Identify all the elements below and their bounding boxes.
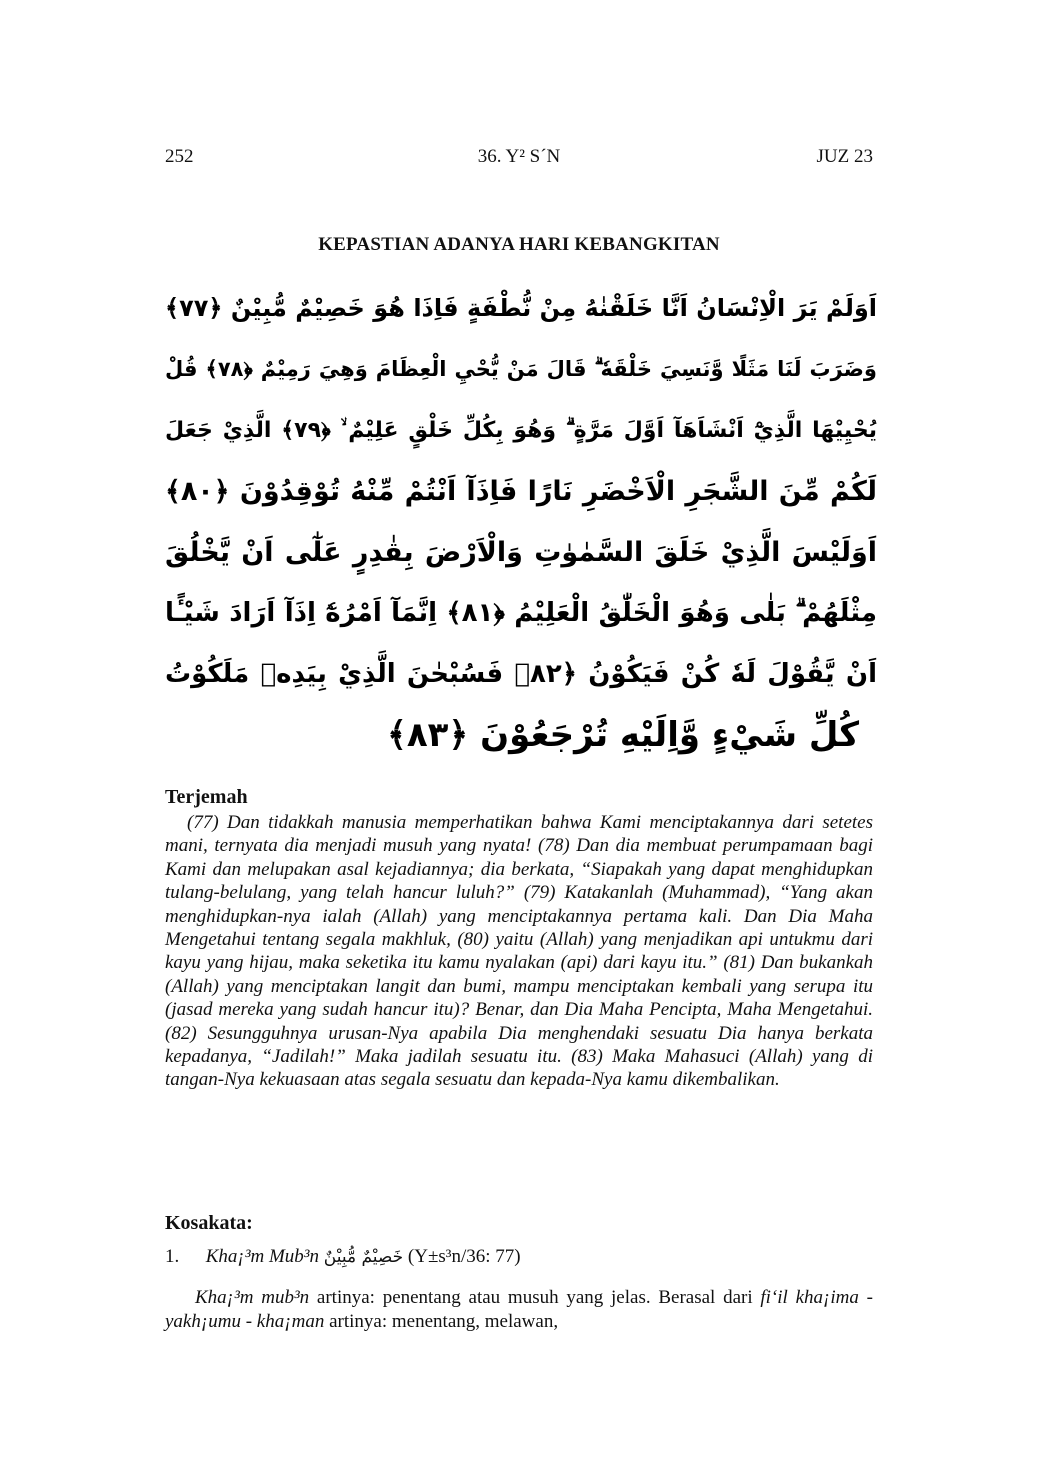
arabic-line: اَوَلَمْ يَرَ الْاِنْسَانُ اَنَّا خَلَقْنٰهُ مِنْ نُّطْفَةٍ فَاِذَا هُوَ خَصِيْمٌ مُّبِيْنٌ ﴿٧٧﴾	[165, 294, 877, 322]
section-title: KEPASTIAN ADANYA HARI KEBANGKITAN	[318, 234, 720, 255]
vocabulary-reference: (Y±s³n/36: 77)	[407, 1246, 521, 1267]
vocabulary-body-text: artinya: penentang atau musuh yang jelas. Berasal dari	[309, 1287, 761, 1308]
vocabulary-body-text-2: artinya: menentang, melawan,	[324, 1311, 559, 1332]
translation-text: (77) Dan tidakkah manusia memperhatikan bahwa Kami menciptakannya dari setetes mani, ternyata dia menjadi musuh yang nyata! (78) Dan dia membuat perumpamaan bagi Kami dan melupakan asal kejadiannya; dia berkata, “Siapakah yang dapat menghidupkan tulang-belulang, yang telah hancur luluh?” (79) Katakanlah (Muhammad), “Yang akan menghidupkan-nya ialah (Allah) yang menciptakannya pertama kali. Dan Dia Maha Mengetahui tentang segala makhluk, (80) yaitu (Allah) yang menjadikan api untukmu dari kayu yang hijau, maka seketika itu kamu nyalakan (api) dari kayu itu.” (81) Dan bukankah (Allah) yang menciptakan langit dan bumi, mampu menciptakan kembali yang serupa itu (jasad mereka yang sudah hancur itu)? Benar, dan Dia Maha Pencipta, Maha Mengetahui. (82) Sesungguhnya urusan-Nya apabila Dia menghendaki sesuatu Dia hanya berkata kepadanya, “Jadilah!” Maka jadilah sesuatu itu. (83) Maka Mahasuci (Allah) yang di tangan-Nya kekuasaan atas segala sesuatu dan kepada-Nya kamu dikembalikan.	[165, 812, 873, 1091]
arabic-line: وَضَرَبَ لَنَا مَثَلًا وَّنَسِيَ خَلْقَهٗ ۗ قَالَ مَنْ يُّحْيِ الْعِظَامَ وَهِيَ رَمِيْمٌ ﴿٧٨﴾ قُلْ	[165, 357, 877, 381]
page-header	[165, 146, 873, 176]
vocabulary-explanation	[165, 1286, 873, 1334]
translation-heading: Terjemah	[165, 786, 248, 808]
arabic-verses	[165, 278, 877, 768]
arabic-line: اَنْ يَّقُوْلَ لَهٗ كُنْ فَيَكُوْنُ ﴿٨٢﴾ فَسُبْحٰنَ الَّذِيْ بِيَدِهٖ مَلَكُوْتُ	[165, 659, 877, 689]
vocabulary-term: Kha¡³m Mub³n	[205, 1246, 320, 1267]
arabic-line: مِثْلَهُمْ ۗ بَلٰى وَهُوَ الْخَلّٰقُ الْعَلِيْمُ ﴿٨١﴾ اِنَّمَآ اَمْرُهٗٓ اِذَآ اَرَادَ شَيْـًٔا	[165, 598, 877, 628]
arabic-line: لَكُمْ مِّنَ الشَّجَرِ الْاَخْضَرِ نَارًا فَاِذَآ اَنْتُمْ مِّنْهُ تُوْقِدُوْنَ ﴿٨٠﴾	[165, 476, 877, 507]
vocabulary-fiil: fi‘il kha¡ima - yakh¡umu - kha¡man	[165, 1287, 873, 1332]
surah-title: 36. Y² S´N	[477, 146, 561, 167]
juz-label: JUZ 23	[816, 146, 873, 167]
vocabulary-body-term: Kha¡³m mub³n	[195, 1287, 310, 1308]
vocabulary-arabic: خَصِيْمٌ مُّبِيْنٌ	[323, 1247, 404, 1267]
page-number: 252	[165, 146, 194, 167]
arabic-line: اَوَلَيْسَ الَّذِيْ خَلَقَ السَّمٰوٰتِ وَالْاَرْضَ بِقٰدِرٍ عَلٰٓى اَنْ يَّخْلُقَ	[165, 537, 877, 568]
vocabulary-item-number: 1.	[165, 1246, 180, 1267]
vocabulary-heading: Kosakata:	[165, 1212, 253, 1234]
arabic-line: كُلِّ شَيْءٍ وَّاِلَيْهِ تُرْجَعُوْنَ ﴿٨٣﴾	[386, 715, 859, 755]
arabic-line: يُحْيِيْهَا الَّذِيْٓ اَنْشَاَهَآ اَوَّلَ مَرَّةٍ ۗ وَهُوَ بِكُلِّ خَلْقٍ عَلِيْمٌ ۙ ﴿٧٩﴾ الَّذِيْ جَعَلَ	[165, 418, 877, 443]
vocabulary-item	[165, 1246, 873, 1268]
